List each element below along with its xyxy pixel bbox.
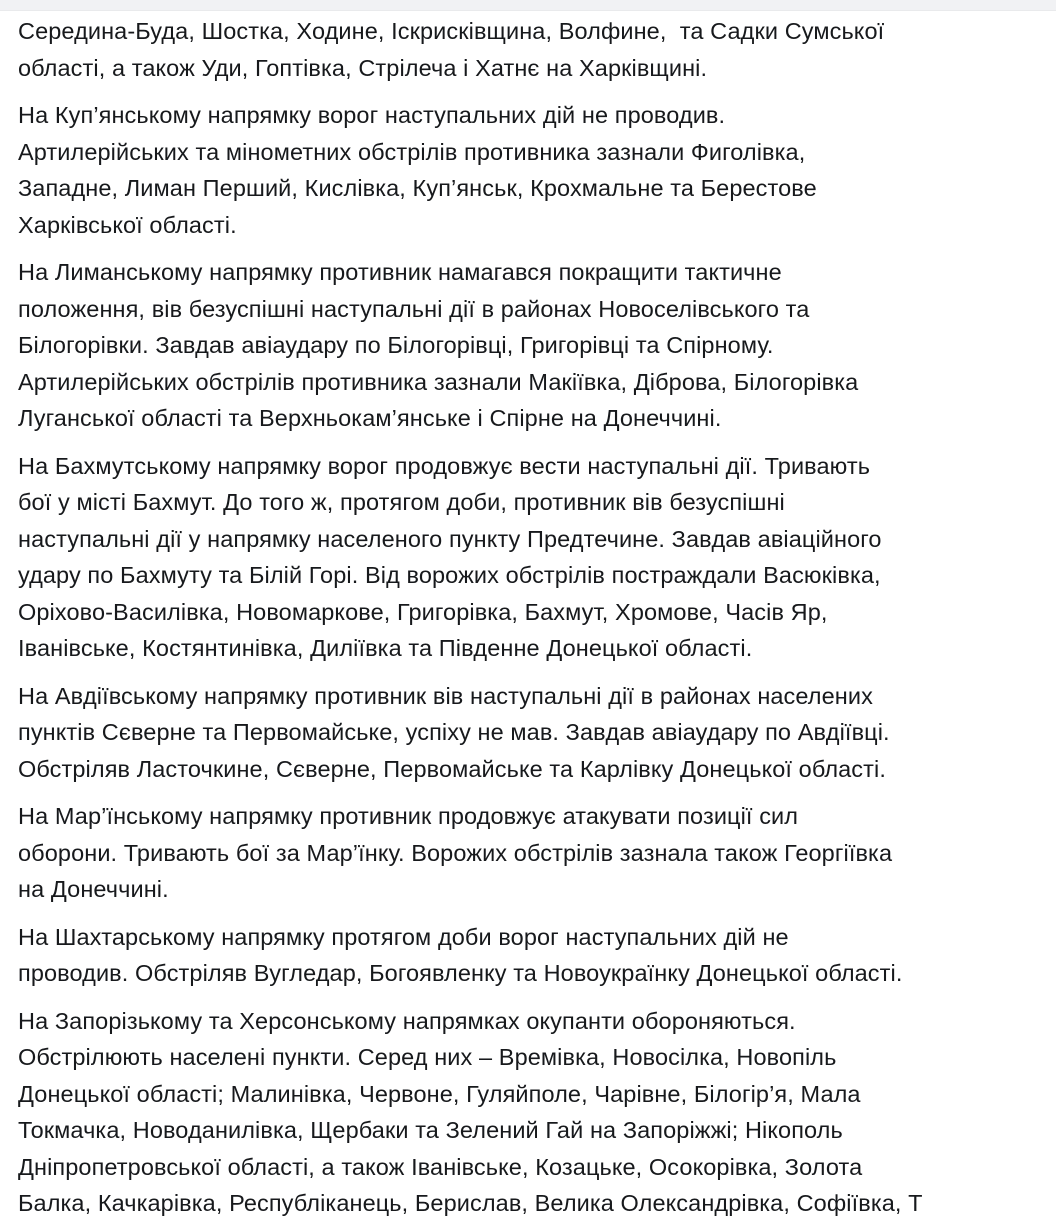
report-line: наступальні дії у напрямку населеного пункту Предтечине. Завдав авіаційного	[18, 525, 882, 552]
report-line: Середина-Буда, Шостка, Ходине, Іскрисківщина, Волфине, та Садки Сумської	[18, 18, 885, 44]
report-paragraph	[18, 254, 1038, 437]
report-line: Артилерійських та мінометних обстрілів противника зазнали Фиголівка,	[18, 138, 806, 165]
report-line: бої у місті Бахмут. До того ж, протягом доби, противник вів безуспішні	[18, 489, 785, 515]
report-line: Харківської області.	[18, 211, 237, 238]
report-line: Балка, Качкарівка, Республіканець, Берислав, Велика Олександрівка, Софіївка, Т	[18, 1190, 923, 1216]
report-line: Артилерійських обстрілів противника зазнали Макіївка, Діброва, Білогорівка	[18, 368, 859, 395]
report-line: пунктів Сєверне та Первомайське, успіху не мав. Завдав авіаудару по Авдіївці.	[18, 719, 890, 745]
report-paragraph	[18, 798, 1038, 908]
report-line: На Лиманському напрямку противник намагався покращити тактичне	[18, 259, 782, 285]
report-line: На Куп’янському напрямку ворог наступальних дій не проводив.	[18, 102, 726, 128]
report-line: Оріхово-Василівка, Новомаркове, Григорівка, Бахмут, Хромове, Часів Яр,	[18, 598, 828, 625]
report-line: положення, вів безуспішні наступальні дії в районах Новоселівського та	[18, 295, 810, 322]
report-line: Обстріляв Ласточкине, Сєверне, Первомайське та Карлівку Донецької області.	[18, 755, 886, 782]
report-line: Іванівське, Костянтинівка, Диліївка та Південне Донецької області.	[18, 635, 753, 661]
report-line: На Мар’їнському напрямку противник продовжує атакувати позиції сил	[18, 803, 799, 829]
report-line: Луганської області та Верхньокам’янське і Спірне на Донеччині.	[18, 405, 722, 431]
report-line: Дніпропетровської області, а також Іванівське, Козацьке, Осокорівка, Золота	[18, 1153, 863, 1180]
report-paragraph	[18, 97, 1038, 243]
report-paragraph	[18, 919, 1038, 992]
report-line: оборони. Тривають бої за Мар’їнку. Ворожих обстрілів зазнала також Георгіївка	[18, 839, 893, 866]
report-line: Білогорівки. Завдав авіаудару по Білогорівці, Григорівці та Спірному.	[18, 332, 774, 358]
report-text-body	[0, 11, 1056, 1222]
report-line: удару по Бахмуту та Білій Горі. Від ворожих обстрілів постраждали Васюківка,	[18, 562, 881, 588]
report-line: На Бахмутському напрямку ворог продовжує вести наступальні дії. Тривають	[18, 452, 871, 479]
report-line: проводив. Обстріляв Вугледар, Богоявленку та Новоукраїнку Донецької області.	[18, 960, 903, 986]
report-line: На Шахтарському напрямку протягом доби ворог наступальних дій не	[18, 923, 789, 950]
report-line: Токмачка, Новоданилівка, Щербаки та Зелений Гай на Запоріжжі; Нікополь	[18, 1117, 843, 1143]
report-line: області, а також Уди, Гоптівка, Стрілеча і Хатнє на Харківщині.	[18, 54, 708, 81]
page-top-strip	[0, 0, 1056, 11]
report-paragraph	[18, 678, 1038, 788]
report-line: на Донеччині.	[18, 876, 169, 902]
report-line: На Запорізькому та Херсонському напрямках окупанти обороняються.	[18, 1007, 796, 1034]
report-line: Западне, Лиман Перший, Кислівка, Куп’янськ, Крохмальне та Берестове	[18, 175, 817, 201]
report-paragraph	[18, 13, 1038, 86]
report-line: На Авдіївському напрямку противник вів наступальні дії в районах населених	[18, 682, 873, 709]
report-line: Донецької області; Малинівка, Червоне, Гуляйполе, Чарівне, Білогір’я, Мала	[18, 1080, 861, 1107]
report-line: Обстрілюють населені пункти. Серед них – Времівка, Новосілка, Новопіль	[18, 1044, 837, 1070]
report-paragraph	[18, 448, 1038, 667]
